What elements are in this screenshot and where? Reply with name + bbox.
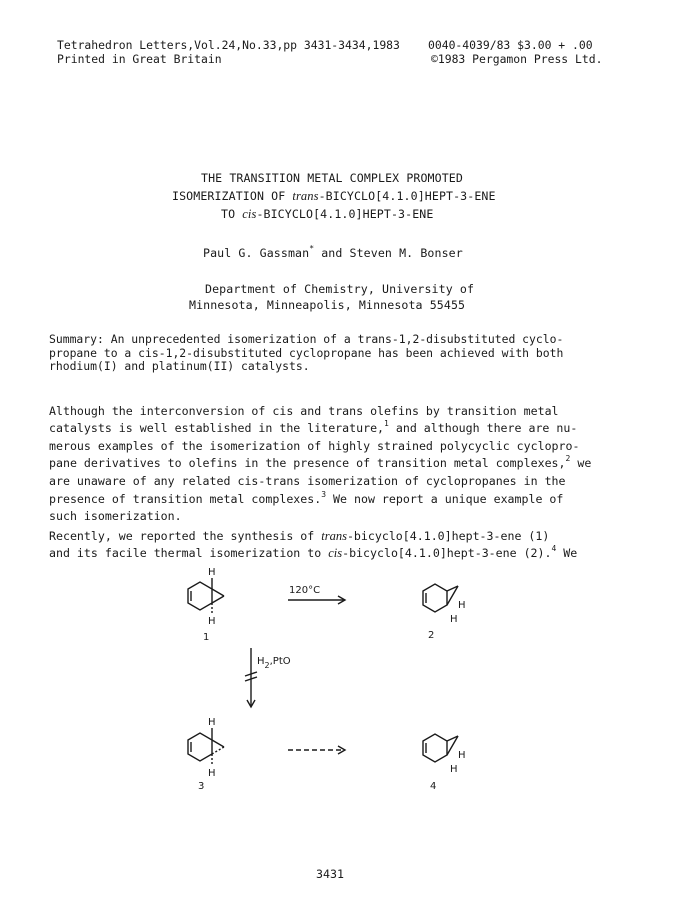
copyright: ©1983 Pergamon Press Ltd. xyxy=(431,52,603,66)
body-text: We now report a unique example of xyxy=(326,491,564,506)
body-text: and its facile thermal isomerization to xyxy=(49,546,329,561)
body-line: such isomerization. xyxy=(49,509,182,524)
compound-1-structure xyxy=(188,578,224,613)
compound-3-structure xyxy=(188,728,224,764)
reference-mark: 2 xyxy=(565,454,571,464)
h-label: H xyxy=(458,750,466,761)
title-text: -BICYCLO[4.1.0]HEPT-3-ENE xyxy=(318,189,496,203)
author-1: Paul G. Gassman xyxy=(203,246,310,260)
journal-citation: Tetrahedron Letters,Vol.24,No.33,pp 3431-3434,1983 xyxy=(57,38,400,52)
body-text: we xyxy=(570,456,592,471)
h-label: H xyxy=(450,614,458,625)
reaction-scheme xyxy=(0,560,679,810)
page-number: 3431 xyxy=(316,867,344,881)
compound-2-structure xyxy=(423,584,458,612)
body-text: Recently, we reported the synthesis of xyxy=(49,528,322,543)
reagent-label: $H_2,PtO$ xyxy=(257,656,291,670)
body-text: pane derivatives to olefins in the presence of transition metal complexes, xyxy=(49,456,566,471)
h-label: H xyxy=(450,764,458,775)
affiliation-line-1: Department of Chemistry, University of xyxy=(205,282,475,296)
author-2: and Steven M. Bonser xyxy=(314,246,463,260)
title-line-1: THE TRANSITION METAL COMPLEX PROMOTED xyxy=(201,171,463,185)
reference-mark: 1 xyxy=(384,419,389,429)
summary xyxy=(49,333,563,374)
title-line-2 xyxy=(172,189,496,204)
body-line xyxy=(49,455,591,473)
compound-number-3: 3 xyxy=(198,781,205,792)
title-text: ISOMERIZATION OF xyxy=(172,189,293,203)
summary-line: propane to a cis-1,2-disubstituted cyclopropane has been achieved with both xyxy=(49,345,564,360)
compound-number-4: 4 xyxy=(430,781,437,792)
compound-number-2: 2 xyxy=(428,630,435,641)
title-italic: trans xyxy=(292,189,319,203)
title-text: TO xyxy=(221,207,243,221)
body-text: -bicyclo[4.1.0]hept-3-ene (1) xyxy=(346,528,550,543)
h-label: H xyxy=(458,600,466,611)
h-label: H xyxy=(208,717,216,728)
compound-4-structure xyxy=(423,734,458,762)
issn-price: 0040-4039/83 $3.00 + .00 xyxy=(428,38,593,52)
affiliation-line-2: Minnesota, Minneapolis, Minnesota 55455 xyxy=(189,298,466,312)
body-text: presence of transition metal complexes. xyxy=(49,491,322,506)
compound-number-1: 1 xyxy=(203,632,210,643)
summary-line: rhodium(I) and platinum(II) catalysts. xyxy=(49,359,310,373)
body-text: -bicyclo[4.1.0]hept-3-ene (2). xyxy=(342,546,552,561)
h-label: H xyxy=(208,616,216,627)
printed-in: Printed in Great Britain xyxy=(57,52,222,66)
body-text: and although there are nu- xyxy=(388,421,578,436)
corresponding-mark: * xyxy=(309,244,315,253)
body-text: We xyxy=(556,546,578,561)
reference-mark: 4 xyxy=(551,544,557,554)
body-line: merous examples of the isomerization of highly strained polycyclic cyclopro- xyxy=(49,438,580,453)
body-line xyxy=(49,491,591,509)
summary-line: Summary: An unprecedented isomerization of a trans-1,2-disubstituted cyclo- xyxy=(49,332,564,346)
title-italic: cis xyxy=(242,207,257,221)
authors xyxy=(203,246,463,260)
h-label: H xyxy=(208,567,216,578)
condition-label: 120°C xyxy=(289,585,321,596)
title-text: -BICYCLO[4.1.0]HEPT-3-ENE xyxy=(256,207,434,221)
body-line xyxy=(49,420,591,438)
reference-mark: 3 xyxy=(321,489,327,499)
body-line: are unaware of any related cis-trans isomerization of cyclopropanes in the xyxy=(49,473,566,488)
italic-text: cis xyxy=(328,546,343,561)
body-text: catalysts is well established in the literature, xyxy=(49,421,385,436)
body-line: Although the interconversion of cis and trans olefins by transition metal xyxy=(49,403,559,418)
title-line-3 xyxy=(221,207,433,222)
body-line xyxy=(49,528,577,546)
italic-text: trans xyxy=(321,528,347,543)
h-label: H xyxy=(208,768,216,779)
